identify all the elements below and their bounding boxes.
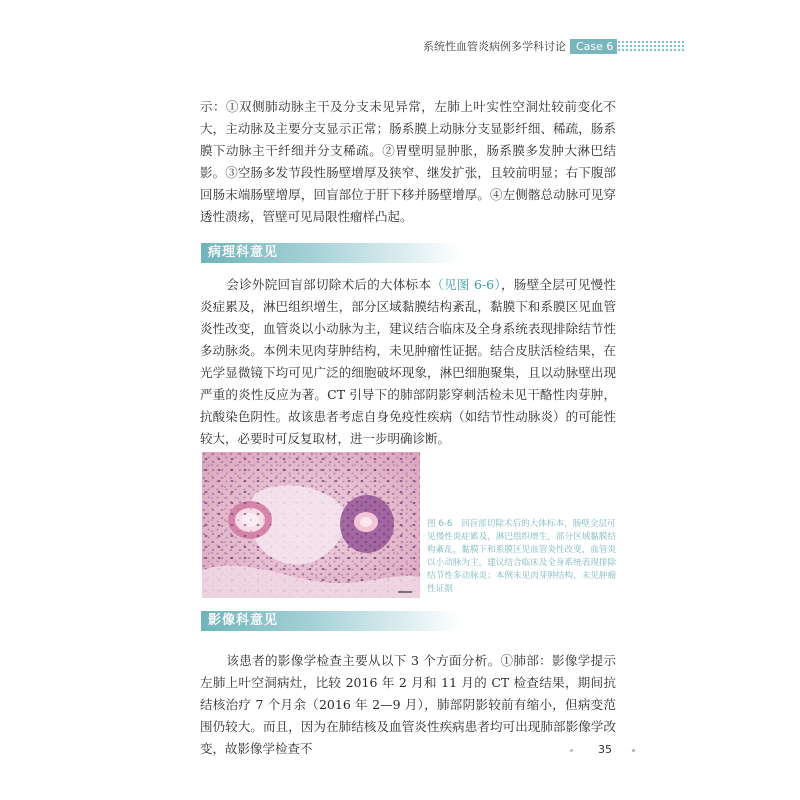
figure-caption: 图 6-6 回盲部切除术后的大体标本，肠壁全层可见慢性炎症累及，淋巴组织增生，部分区域黏膜结构紊乱，黏膜下和系膜区见血管炎性改变，血管炎以小动脉为主，建议结合临床及全身系统表现排除结节性多动脉炎；本例未见肉芽肿结构，未见肿瘤性证据	[427, 519, 617, 594]
footer-dot-left	[570, 749, 573, 752]
paragraph-pathology	[200, 274, 616, 450]
scale-bar	[398, 591, 412, 593]
header-dot-pattern	[617, 40, 685, 53]
figure-reference-link[interactable]: （见图 6-6）	[431, 277, 501, 292]
section-heading-pathology	[201, 243, 461, 263]
page-footer	[0, 740, 800, 760]
page-number: 35	[598, 743, 612, 756]
case-tag: Case 6	[570, 39, 617, 54]
section-heading-imaging-label: 影像科意见	[208, 613, 279, 628]
section-heading-imaging	[201, 611, 461, 631]
section-heading-pathology-label: 病理科意见	[208, 245, 279, 260]
small-artery-left	[228, 501, 272, 539]
small-artery-right	[340, 495, 394, 553]
histology-micrograph	[202, 452, 420, 598]
pathology-text-rest: ，肠壁全层可见慢性炎症累及，淋巴组织增生，部分区域黏膜结构紊乱，黏膜下和系膜区见血管炎性改变，血管炎以小动脉为主，建议结合临床及全身系统表现排除结节性多动脉炎。本例未见肉芽肿结构，未见肿瘤性证据。结合皮肤活检结果，在光学显微镜下均可见广泛的细胞破坏现象，淋巴细胞聚集，且以动脉壁出现严重的炎性反应为著。CT 引导下的肺部阴影穿刺活检未见干酪性肉芽肿，抗酸染色阴性。故该患者考虑自身免疫性疾病（如结节性动脉炎）的可能性较大，必要时可反复取材，进一步明确诊断。	[200, 277, 616, 446]
running-header-title: 系统性血管炎病例多学科讨论	[423, 40, 566, 53]
footer-dot-right	[632, 749, 635, 752]
paragraph-imaging-findings: 示：①双侧肺动脉主干及分支未见异常，左肺上叶实性空洞灶较前变化不大，主动脉及主要分支显示正常；肠系膜上动脉分支显影纤细、稀疏，肠系膜下动脉主干纤细并分支稀疏。②胃壁明显肿胀，肠系膜多发肿大淋巴结影。③空肠多发节段性肠壁增厚及狭窄、继发扩张，且较前明显；右下腹部回肠末端肠壁增厚，回盲部位于肝下移并肠壁增厚。④左侧髂总动脉可见穿透性溃疡，管壁可见局限性瘤样凸起。	[200, 99, 616, 224]
imaging-text: 该患者的影像学检查主要从以下 3 个方面分析。①肺部：影像学提示左肺上叶空洞病灶，比较 2016 年 2 月和 11 月的 CT 检查结果，期间抗结核治疗 7 个月余（2016 年 2—9 月），肺部阴影较前有缩小，但病变范围仍较大。而且，因为在肺结核及血管炎性疾病患者均可出现肺部影像学改变，故影像学检查不	[200, 653, 616, 756]
histology-figure-image	[202, 452, 420, 598]
pathology-text-start: 会诊外院回盲部切除术后的大体标本	[226, 277, 432, 292]
running-header	[0, 38, 800, 56]
